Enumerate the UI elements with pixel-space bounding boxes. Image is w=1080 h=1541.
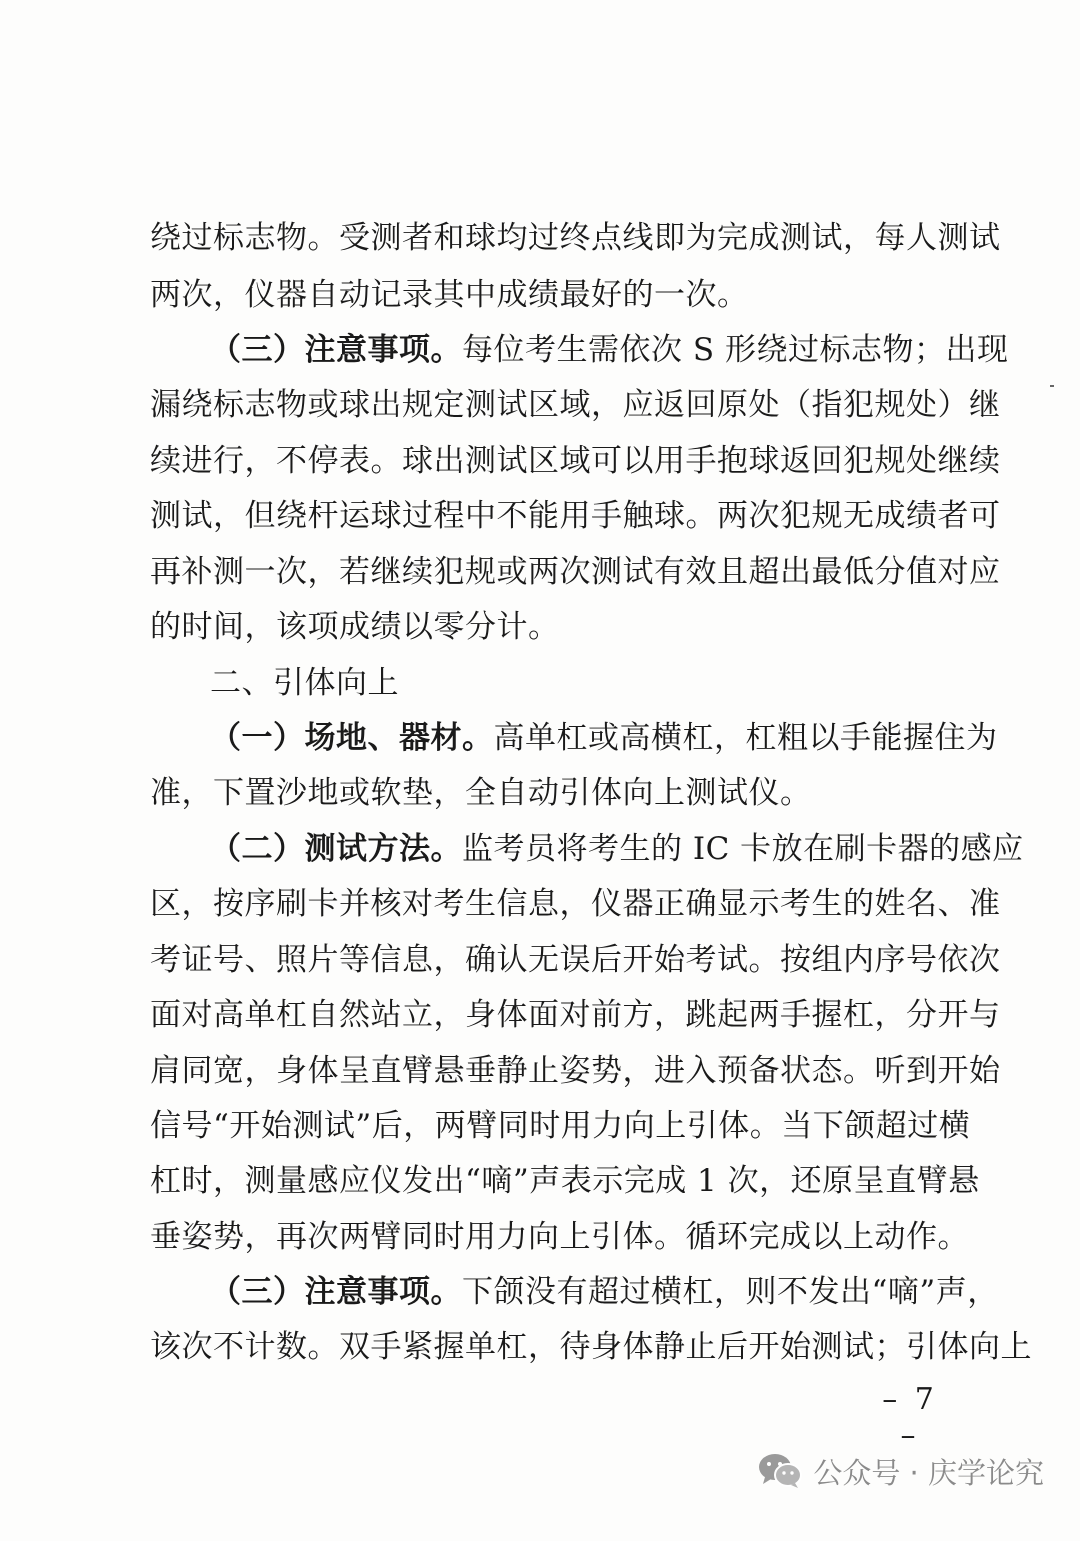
- text-line-1: 绕过标志物。受测者和球均过终点线即为完成测试，每人测试: [150, 220, 1001, 256]
- wechat-icon: [757, 1451, 803, 1491]
- text-line-2: 两次，仪器自动记录其中成绩最好的一次。: [150, 277, 749, 313]
- text-line-7: 再补测一次，若继续犯规或两次测试有效且超出最低分值对应: [150, 554, 1001, 590]
- watermark: [757, 1446, 1044, 1496]
- text-line-18: 杠时，测量感应仪发出“嘀”声表示完成 1 次，还原呈直臂悬: [150, 1163, 980, 1199]
- section-heading: （一）场地、器材。: [210, 720, 494, 756]
- section-title: 二、引体向上: [210, 665, 399, 701]
- text-line-5: 续进行，不停表。球出测试区域可以用手抱球返回犯规处继续: [150, 443, 1001, 479]
- watermark-text: 公众号 · 庆学论究: [813, 1455, 1044, 1490]
- page-number: – 7 –: [882, 1382, 938, 1453]
- text-line-13: 区，按序刷卡并核对考生信息，仪器正确显示考生的姓名、准: [150, 886, 1001, 922]
- text-line-15: 面对高单杠自然站立，身体面对前方，跳起两手握杠，分开与: [150, 997, 1001, 1033]
- text-line-4: 漏绕标志物或球出规定测试区域，应返回原处（指犯规处）继: [150, 387, 1001, 423]
- text-line-10: （一）场地、器材。高单杠或高横杠，杠粗以手能握住为: [210, 720, 998, 756]
- text-line-21: 该次不计数。双手紧握单杠，待身体静止后开始测试；引体向上: [150, 1329, 1032, 1365]
- text-line-6: 测试，但绕杆运球过程中不能用手触球。两次犯规无成绩者可: [150, 498, 1001, 534]
- text-line-3: （三）注意事项。每位考生需依次 S 形绕过标志物；出现: [210, 332, 1009, 368]
- text-line-8: 的时间，该项成绩以零分计。: [150, 609, 560, 645]
- text-line-17: 信号“开始测试”后，两臂同时用力向上引体。当下颌超过横: [150, 1108, 971, 1144]
- text-line-14: 考证号、照片等信息，确认无误后开始考试。按组内序号依次: [150, 942, 1001, 978]
- text-line-20: （三）注意事项。下颌没有超过横杠，则不发出“嘀”声，: [210, 1274, 999, 1310]
- text-line-19: 垂姿势，再次两臂同时用力向上引体。循环完成以上动作。: [150, 1219, 969, 1255]
- text-line-16: 肩同宽，身体呈直臂悬垂静止姿势，进入预备状态。听到开始: [150, 1053, 1001, 1089]
- text-line-12: （二）测试方法。监考员将考生的 IC 卡放在刷卡器的感应: [210, 831, 1024, 867]
- section-heading: （三）注意事项。: [210, 332, 462, 368]
- scan-mark: [1050, 385, 1054, 387]
- section-heading: （三）注意事项。: [210, 1274, 462, 1310]
- text-line-11: 准，下置沙地或软垫，全自动引体向上测试仪。: [150, 775, 812, 811]
- section-heading: （二）测试方法。: [210, 831, 462, 867]
